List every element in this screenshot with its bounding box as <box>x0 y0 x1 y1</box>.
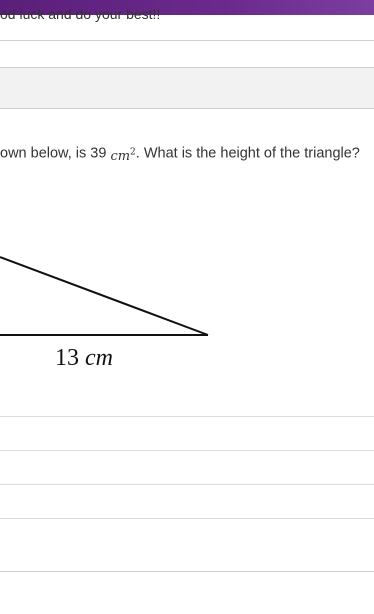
base-label: 13 cm <box>55 345 113 371</box>
divider <box>0 40 374 41</box>
unit-exponent: 2 <box>130 148 136 158</box>
divider <box>0 571 374 572</box>
answer-row[interactable] <box>0 416 374 450</box>
triangle-hypotenuse <box>0 257 208 335</box>
question-text <box>0 145 374 165</box>
answer-row[interactable] <box>0 450 374 484</box>
answer-row[interactable] <box>0 518 374 552</box>
question-text-before: own below, is 39 <box>0 145 111 162</box>
area-unit: $cm^2$ <box>110 148 136 165</box>
question-text-after: . What is the height of the triangle? <box>135 145 360 162</box>
triangle-figure <box>0 245 374 385</box>
answer-row[interactable] <box>0 484 374 518</box>
intro-text: od luck and do your best!! <box>0 6 161 22</box>
section-header-bar <box>0 67 374 109</box>
